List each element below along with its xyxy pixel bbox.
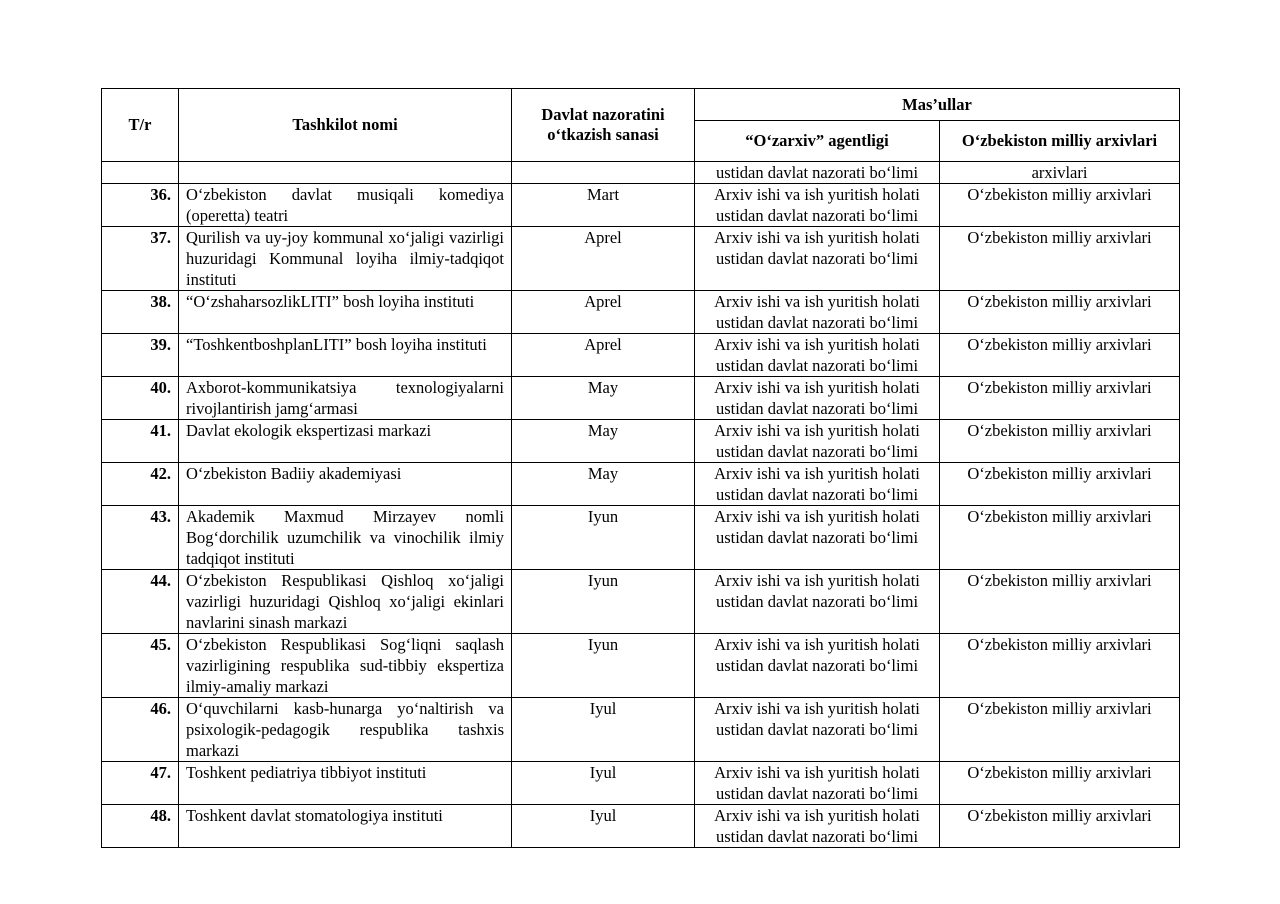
inspection-month: Iyun (512, 506, 695, 570)
table-row (102, 227, 1180, 291)
header-organization-name: Tashkilot nomi (179, 89, 512, 162)
responsible-national-archives: O‘zbekiston milliy arxivlari (940, 698, 1180, 762)
continuation-number-cell (102, 162, 179, 184)
table-row (102, 506, 1180, 570)
header-responsible: Mas’ullar (695, 89, 1180, 121)
inspection-month: May (512, 420, 695, 463)
inspection-month: Iyul (512, 805, 695, 848)
responsible-agency-department: Arxiv ishi va ish yuritish holati ustidan davlat nazorati bo‘limi (695, 805, 940, 848)
inspection-month: Iyun (512, 570, 695, 634)
responsible-national-archives: O‘zbekiston milliy arxivlari (940, 762, 1180, 805)
organization-name: O‘zbekiston Badiiy akademiyasi (179, 463, 512, 506)
row-number: 38. (102, 291, 179, 334)
row-number: 45. (102, 634, 179, 698)
responsible-agency-department: Arxiv ishi va ish yuritish holati ustidan davlat nazorati bo‘limi (695, 698, 940, 762)
row-number: 48. (102, 805, 179, 848)
responsible-agency-department: Arxiv ishi va ish yuritish holati ustidan davlat nazorati bo‘limi (695, 570, 940, 634)
inspection-month: Iyun (512, 634, 695, 698)
responsible-national-archives: O‘zbekiston milliy arxivlari (940, 463, 1180, 506)
organization-name: Toshkent pediatriya tibbiyot instituti (179, 762, 512, 805)
organization-name: O‘quvchilarni kasb-hunarga yo‘naltirish va psixologik-pedagogik respublika tashxis markazi (179, 698, 512, 762)
table-row (102, 463, 1180, 506)
responsible-national-archives: O‘zbekiston milliy arxivlari (940, 506, 1180, 570)
row-number: 42. (102, 463, 179, 506)
continuation-name-cell (179, 162, 512, 184)
responsible-national-archives: O‘zbekiston milliy arxivlari (940, 227, 1180, 291)
organization-name: Akademik Maxmud Mirzayev nomli Bog‘dorchilik uzumchilik va vinochilik ilmiy tadqiqot instituti (179, 506, 512, 570)
table-body (102, 162, 1180, 848)
responsible-agency-department: Arxiv ishi va ish yuritish holati ustidan davlat nazorati bo‘limi (695, 377, 940, 420)
responsible-agency-department: Arxiv ishi va ish yuritish holati ustidan davlat nazorati bo‘limi (695, 463, 940, 506)
table-row (102, 184, 1180, 227)
header-row-top (102, 89, 1180, 121)
responsible-national-archives: O‘zbekiston milliy arxivlari (940, 291, 1180, 334)
responsible-agency-department: Arxiv ishi va ish yuritish holati ustidan davlat nazorati bo‘limi (695, 334, 940, 377)
row-number: 36. (102, 184, 179, 227)
organization-name: Qurilish va uy-joy kommunal xo‘jaligi vazirligi huzuridagi Kommunal loyiha ilmiy-tadqiqot instituti (179, 227, 512, 291)
inspection-month: Iyul (512, 762, 695, 805)
table-row (102, 420, 1180, 463)
inspection-month: Mart (512, 184, 695, 227)
inspection-month: May (512, 377, 695, 420)
responsible-agency-department: Arxiv ishi va ish yuritish holati ustidan davlat nazorati bo‘limi (695, 227, 940, 291)
inspection-month: Iyul (512, 698, 695, 762)
row-number: 44. (102, 570, 179, 634)
responsible-agency-department: Arxiv ishi va ish yuritish holati ustidan davlat nazorati bo‘limi (695, 634, 940, 698)
inspection-month: Aprel (512, 291, 695, 334)
table-row (102, 762, 1180, 805)
continuation-date-cell (512, 162, 695, 184)
continuation-row (102, 162, 1180, 184)
table-row (102, 698, 1180, 762)
header-inspection-date: Davlat nazoratini o‘tkazish sanasi (512, 89, 695, 162)
continuation-agency-cell: ustidan davlat nazorati bo‘limi (695, 162, 940, 184)
responsible-agency-department: Arxiv ishi va ish yuritish holati ustidan davlat nazorati bo‘limi (695, 291, 940, 334)
responsible-agency-department: Arxiv ishi va ish yuritish holati ustidan davlat nazorati bo‘limi (695, 420, 940, 463)
responsible-national-archives: O‘zbekiston milliy arxivlari (940, 184, 1180, 227)
inspection-month: May (512, 463, 695, 506)
row-number: 47. (102, 762, 179, 805)
organization-name: Axborot-kommunikatsiya texnologiyalarni rivojlantirish jamg‘armasi (179, 377, 512, 420)
responsible-agency-department: Arxiv ishi va ish yuritish holati ustidan davlat nazorati bo‘limi (695, 762, 940, 805)
organization-name: O‘zbekiston Respublikasi Sog‘liqni saqlash vazirligining respublika sud-tibbiy ekspertiza ilmiy-amaliy markazi (179, 634, 512, 698)
table-row (102, 634, 1180, 698)
row-number: 40. (102, 377, 179, 420)
row-number: 46. (102, 698, 179, 762)
organization-name: O‘zbekiston davlat musiqali komediya (operetta) teatri (179, 184, 512, 227)
table-row (102, 377, 1180, 420)
table-row (102, 570, 1180, 634)
responsible-national-archives: O‘zbekiston milliy arxivlari (940, 377, 1180, 420)
responsible-national-archives: O‘zbekiston milliy arxivlari (940, 805, 1180, 848)
header-agency: “O‘zarxiv” agentligi (695, 121, 940, 162)
header-number: T/r (102, 89, 179, 162)
responsible-agency-department: Arxiv ishi va ish yuritish holati ustidan davlat nazorati bo‘limi (695, 184, 940, 227)
organization-name: “ToshkentboshplanLITI” bosh loyiha instituti (179, 334, 512, 377)
header-national-archives: O‘zbekiston milliy arxivlari (940, 121, 1180, 162)
responsible-agency-department: Arxiv ishi va ish yuritish holati ustidan davlat nazorati bo‘limi (695, 506, 940, 570)
organization-name: Toshkent davlat stomatologiya instituti (179, 805, 512, 848)
responsible-national-archives: O‘zbekiston milliy arxivlari (940, 634, 1180, 698)
inspection-schedule-table (101, 88, 1180, 848)
responsible-national-archives: O‘zbekiston milliy arxivlari (940, 420, 1180, 463)
row-number: 37. (102, 227, 179, 291)
organization-name: “O‘zshaharsozlikLITI” bosh loyiha instituti (179, 291, 512, 334)
table-row (102, 805, 1180, 848)
inspection-month: Aprel (512, 334, 695, 377)
responsible-national-archives: O‘zbekiston milliy arxivlari (940, 570, 1180, 634)
responsible-national-archives: O‘zbekiston milliy arxivlari (940, 334, 1180, 377)
row-number: 43. (102, 506, 179, 570)
continuation-archives-cell: arxivlari (940, 162, 1180, 184)
table-row (102, 334, 1180, 377)
organization-name: O‘zbekiston Respublikasi Qishloq xo‘jaligi vazirligi huzuridagi Qishloq xo‘jaligi ekinlari navlarini sinash markazi (179, 570, 512, 634)
organization-name: Davlat ekologik ekspertizasi markazi (179, 420, 512, 463)
row-number: 41. (102, 420, 179, 463)
inspection-month: Aprel (512, 227, 695, 291)
table-row (102, 291, 1180, 334)
row-number: 39. (102, 334, 179, 377)
